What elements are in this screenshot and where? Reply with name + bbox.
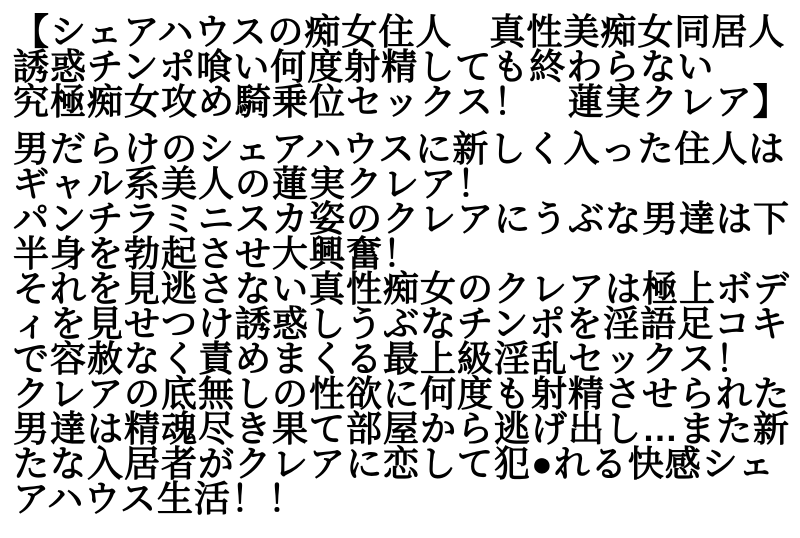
description-line: それを見逃さない真性痴女のクレアは極上ボデ <box>13 268 791 309</box>
title-line: 究極痴女攻め騎乗位セックス！ 蓮実クレア】 <box>13 81 790 122</box>
description-block <box>13 128 794 519</box>
description-line: 男達は精魂尽き果て部屋から逃げ出し…また新 <box>13 408 791 449</box>
title-block <box>13 11 794 122</box>
description-line: 男だらけのシェアハウスに新しく入った住人は <box>13 128 786 169</box>
description-line: ギャル系美人の蓮実クレア！ <box>13 163 495 204</box>
description-line: アハウス生活！！ <box>13 478 306 519</box>
description-line: で容赦なく責めまくる最上級淫乱セックス！ <box>13 338 753 379</box>
description-line: たな入居者がクレアに恋して犯●れる快感シェ <box>13 443 776 484</box>
title-line: 誘惑チンポ喰い何度射精しても終わらない <box>13 46 715 87</box>
description-line: クレアの底無しの性欲に何度も射精させられた <box>13 373 791 414</box>
description-line: 半身を勃起させ大興奮！ <box>13 233 421 274</box>
description-line: パンチラミニスカ姿のクレアにうぶな男達は下 <box>13 198 791 239</box>
title-line: 【シェアハウスの痴女住人 真性美痴女同居人 <box>13 11 786 52</box>
text-content <box>13 11 794 519</box>
description-line: ィを見せつけ誘惑しうぶなチンポを淫語足コキ <box>13 303 789 344</box>
